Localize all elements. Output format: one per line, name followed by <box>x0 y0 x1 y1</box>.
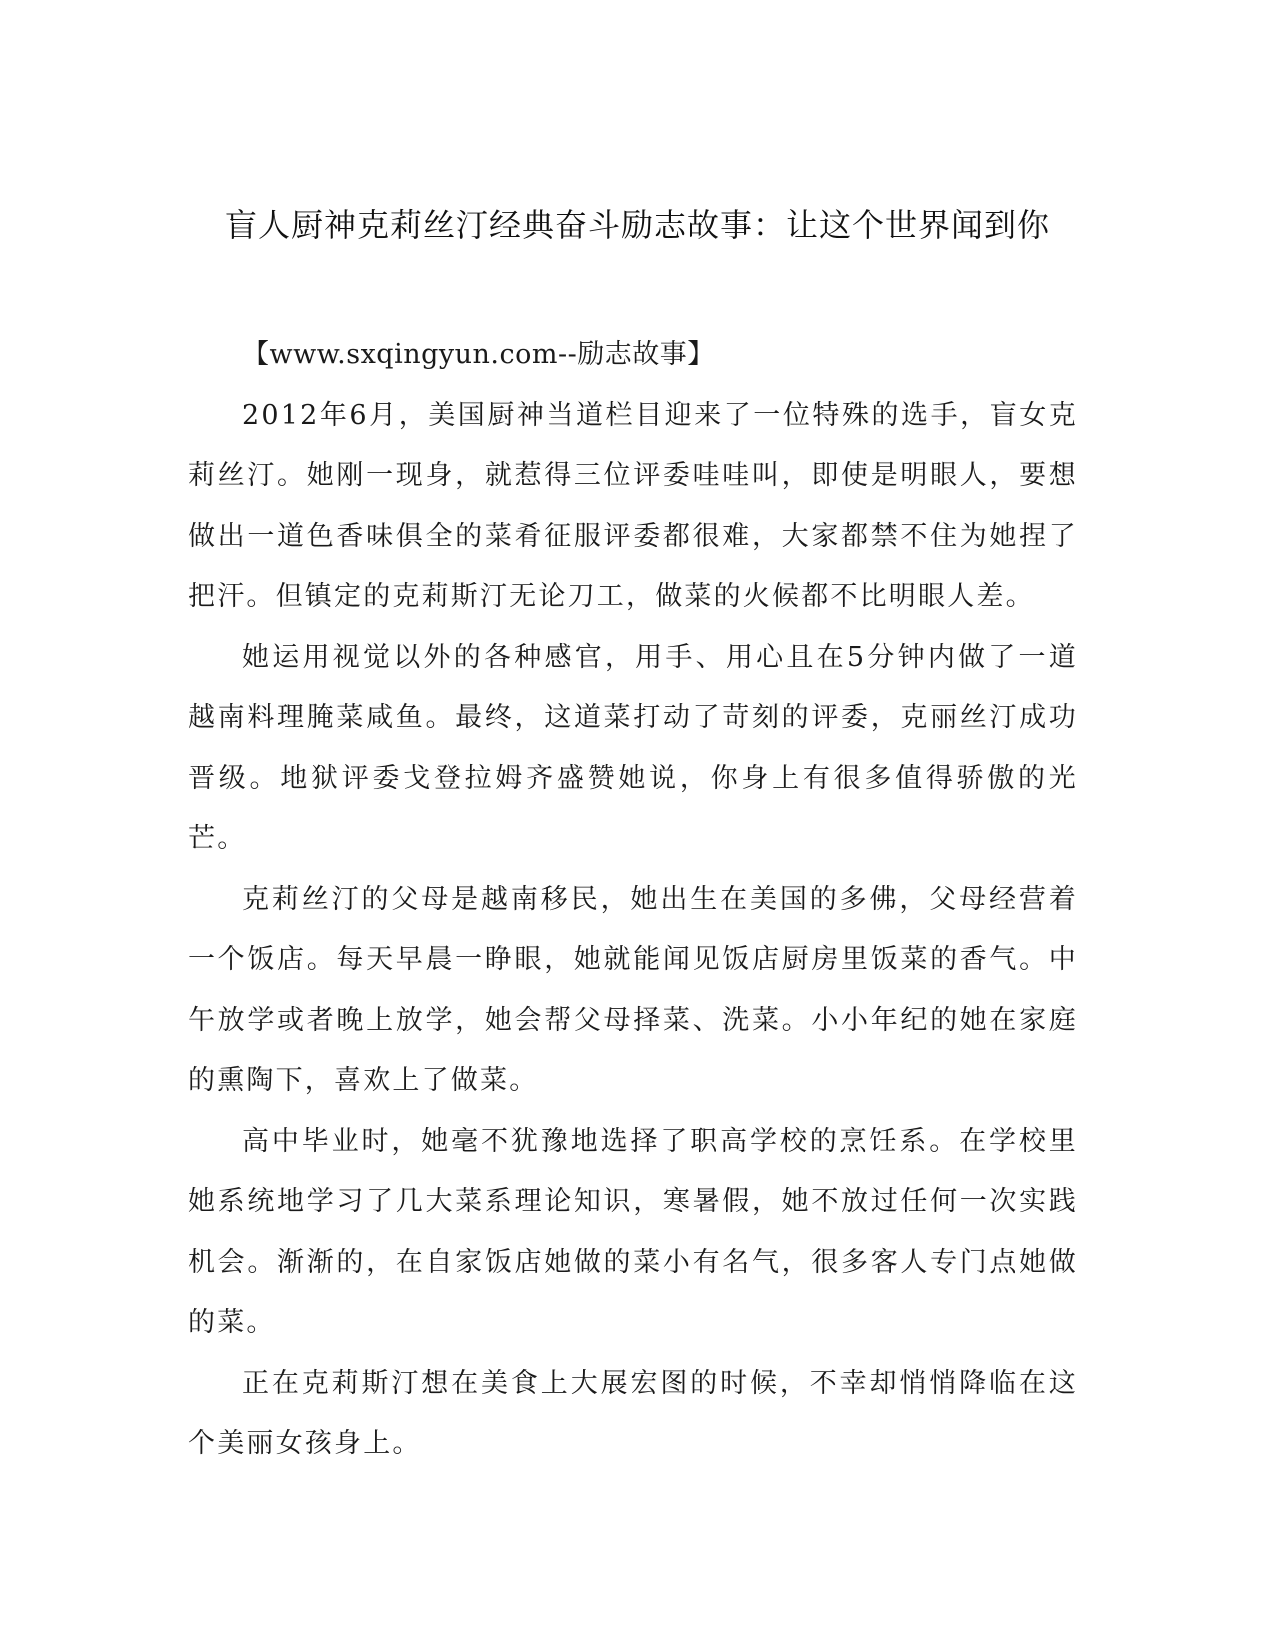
document-body <box>188 325 1078 1475</box>
document-title: 盲人厨神克莉丝汀经典奋斗励志故事：让这个世界闻到你 <box>224 206 1050 244</box>
source-line: 【www.sxqingyun.com--励志故事】 <box>242 339 715 370</box>
paragraph: 2012年6月，美国厨神当道栏目迎来了一位特殊的选手，盲女克莉丝汀。她刚一现身，就惹得三位评委哇哇叫，即使是明眼人，要想做出一道色香味俱全的菜肴征服评委都很难，大家都禁不住为她捏了把汗。但镇定的克莉斯汀无论刀工，做菜的火候都不比明眼人差。 <box>188 399 1078 612</box>
paragraph: 高中毕业时，她毫不犹豫地选择了职高学校的烹饪系。在学校里她系统地学习了几大菜系理论知识，寒暑假，她不放过任何一次实践机会。渐渐的，在自家饭店她做的菜小有名气，很多客人专门点她做的菜。 <box>188 1125 1078 1338</box>
paragraph: 克莉丝汀的父母是越南移民，她出生在美国的多佛，父母经营着一个饭店。每天早晨一睁眼，她就能闻见饭店厨房里饭菜的香气。中午放学或者晚上放学，她会帮父母择菜、洗菜。小小年纪的她在家庭的熏陶下，喜欢上了做菜。 <box>188 883 1078 1096</box>
paragraph: 她运用视觉以外的各种感官，用手、用心且在5分钟内做了一道越南料理腌菜咸鱼。最终，这道菜打动了苛刻的评委，克丽丝汀成功晋级。地狱评委戈登拉姆齐盛赞她说，你身上有很多值得骄傲的光芒。 <box>188 641 1078 854</box>
paragraph: 正在克莉斯汀想在美食上大展宏图的时候，不幸却悄悄降临在这个美丽女孩身上。 <box>188 1367 1078 1459</box>
